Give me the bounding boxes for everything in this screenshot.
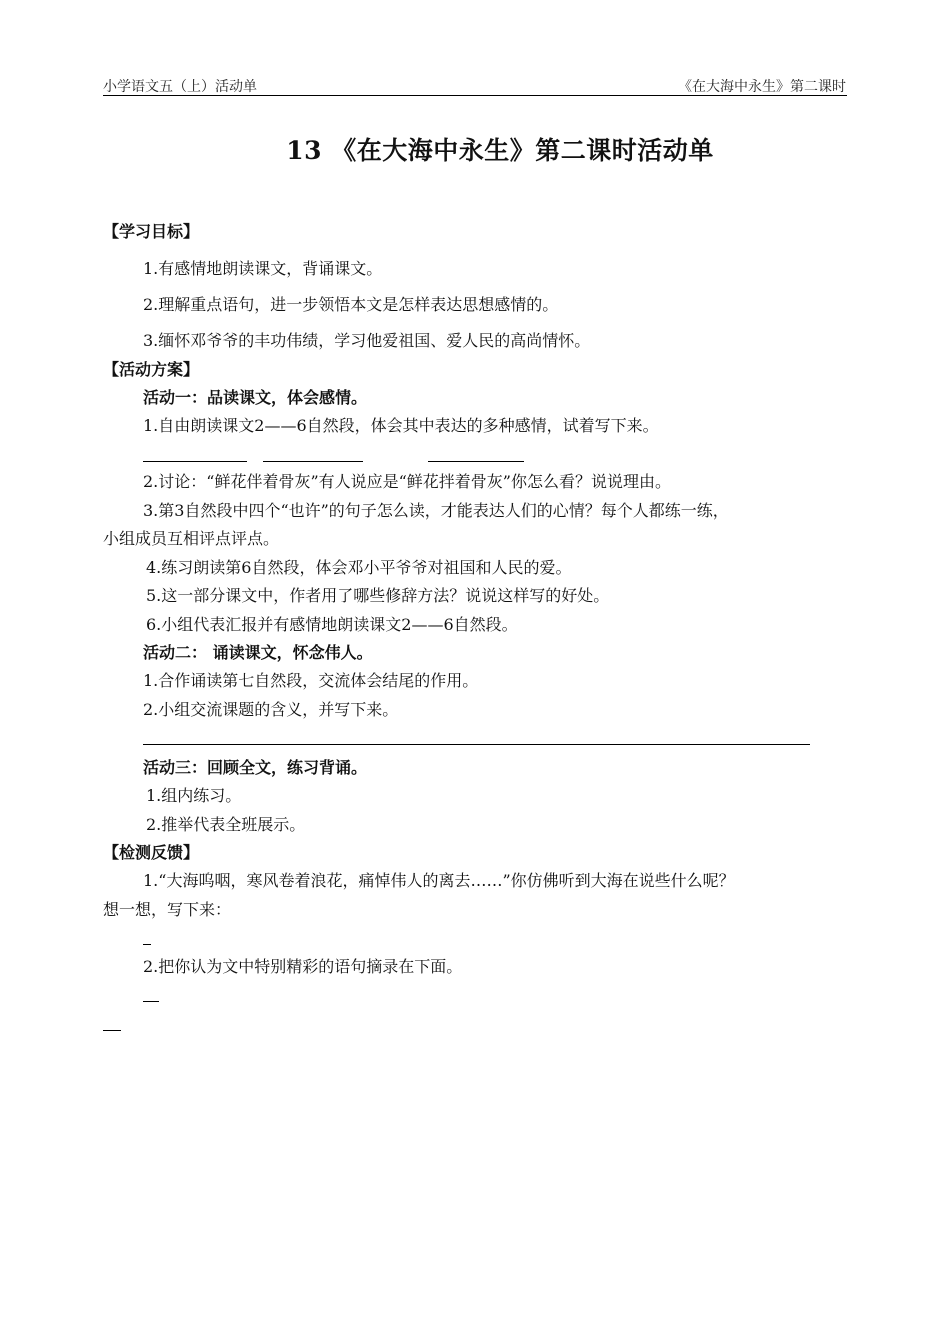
objectives-heading: 【学习目标】 [103, 222, 200, 241]
feedback-item-1: 1.“大海呜咽，寒风卷着浪花，痛悼伟人的离去……”你仿佛听到大海在说些什么呢？ [143, 871, 735, 890]
activity1-item-3-cont: 小组成员互相评点评点。 [103, 529, 280, 548]
activity1-item-2: 2.讨论：“鲜花伴着骨灰”有人说应是“鲜花拌着骨灰”你怎么看？说说理由。 [143, 472, 671, 491]
activity1-title: 活动一：品读课文，体会感情。 [143, 388, 368, 407]
activity3-item-1: 1.组内练习。 [146, 786, 242, 805]
answer-blank-feedback-2b[interactable] [103, 1030, 121, 1031]
header-left: 小学语文五（上）活动单 [103, 79, 257, 95]
feedback-item-1-cont: 想一想，写下来： [103, 900, 232, 919]
activity2-title: 活动二： 诵读课文，怀念伟人。 [143, 643, 373, 662]
activity2-item-2: 2.小组交流课题的含义，并写下来。 [143, 700, 399, 719]
activity2-item-1: 1.合作诵读第七自然段，交流体会结尾的作用。 [143, 671, 479, 690]
answer-line-activity2[interactable] [143, 744, 810, 745]
answer-blank-feedback-2a[interactable] [143, 1001, 159, 1002]
activity1-item-4: 4.练习朗读第6自然段，体会邓小平爷爷对祖国和人民的爱。 [146, 558, 572, 577]
activity3-title: 活动三：回顾全文，练习背诵。 [143, 758, 368, 777]
objective-item-2: 2.理解重点语句，进一步领悟本文是怎样表达思想感情的。 [143, 295, 559, 314]
header-rule [103, 95, 847, 96]
activity1-item-6: 6.小组代表汇报并有感情地朗读课文2——6自然段。 [146, 615, 518, 634]
activity1-item-1: 1.自由朗读课文2——6自然段，体会其中表达的多种感情，试着写下来。 [143, 416, 659, 435]
answer-blank-2[interactable] [263, 461, 363, 462]
feedback-item-2: 2.把你认为文中特别精彩的语句摘录在下面。 [143, 957, 463, 976]
objective-item-3: 3.缅怀邓爷爷的丰功伟绩，学习他爱祖国、爱人民的高尚情怀。 [143, 331, 591, 350]
plan-heading: 【活动方案】 [103, 360, 200, 379]
page-title: 13 《在大海中永生》第二课时活动单 [286, 136, 714, 165]
objective-item-1: 1.有感情地朗读课文，背诵课文。 [143, 259, 383, 278]
answer-blank-1[interactable] [143, 461, 247, 462]
header-right: 《在大海中永生》第二课时 [678, 79, 846, 95]
answer-blank-feedback-1[interactable] [143, 944, 151, 945]
feedback-heading: 【检测反馈】 [103, 843, 200, 862]
answer-blank-3[interactable] [428, 461, 524, 462]
activity1-item-3: 3.第3自然段中四个“也许”的句子怎么读，才能表达人们的心情？每个人都练一练， [143, 501, 729, 520]
activity3-item-2: 2.推举代表全班展示。 [146, 815, 306, 834]
activity1-item-5: 5.这一部分课文中，作者用了哪些修辞方法？说说这样写的好处。 [146, 586, 610, 605]
